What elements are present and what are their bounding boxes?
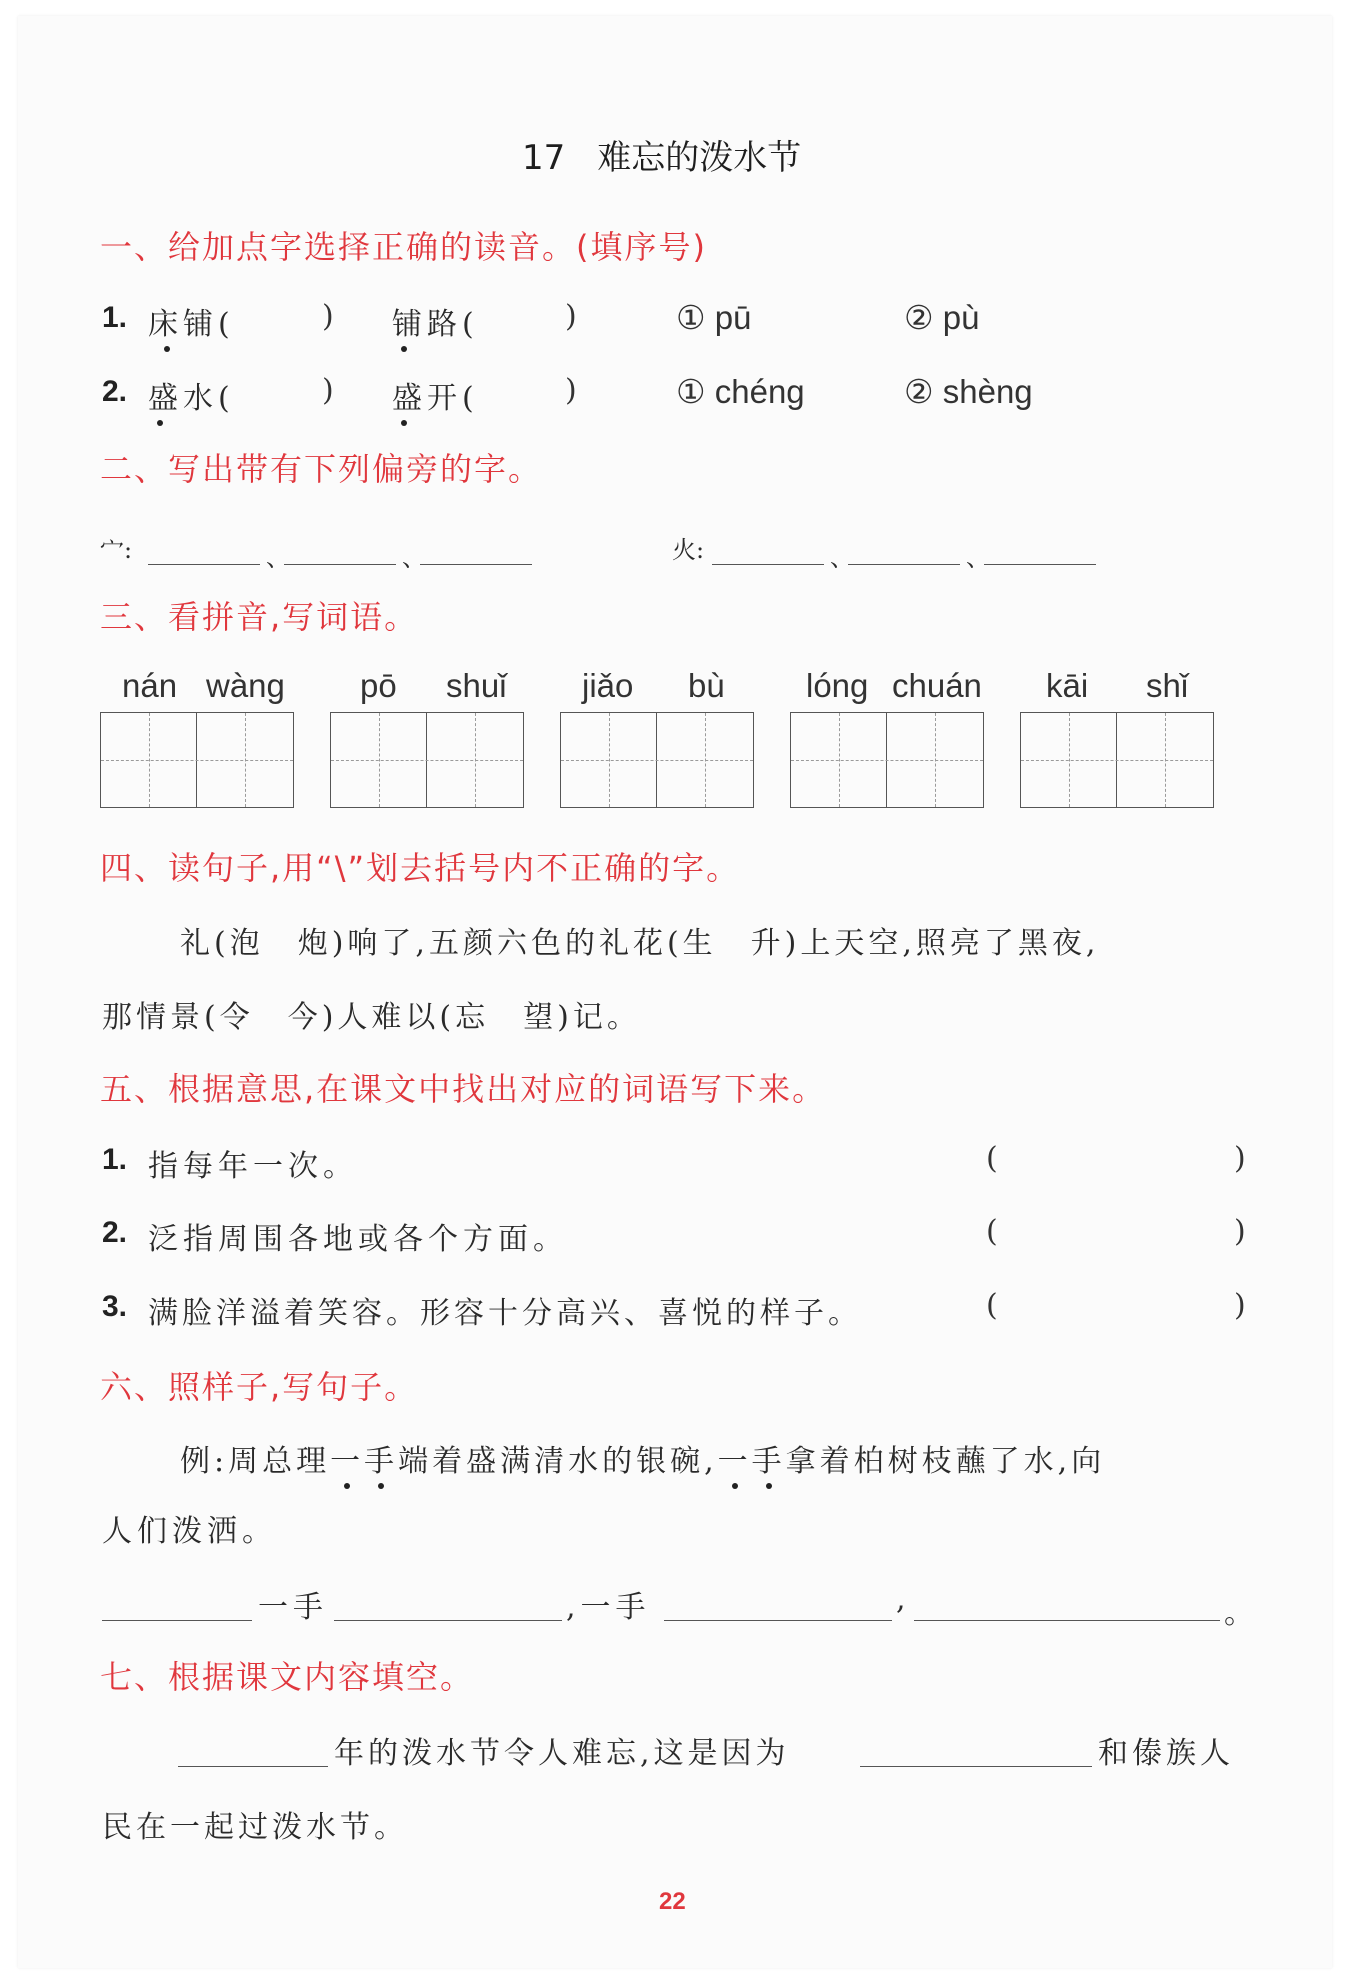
definition-text: 泛指周围各地或各个方面。	[148, 1222, 568, 1257]
item-number: 1.	[102, 1143, 128, 1176]
answer-line[interactable]	[984, 564, 1096, 565]
option-1: ① chéng	[676, 373, 805, 410]
answer-line[interactable]	[860, 1766, 1092, 1767]
definition-text: 指每年一次。	[148, 1149, 358, 1184]
writing-grid[interactable]	[330, 712, 524, 808]
word-shengkai	[392, 373, 479, 417]
paren-close: )	[565, 299, 577, 334]
example-sentence-line-1: 例:周总理一手 端着盛满清水的银碗,一手 拿着柏树枝蘸了水,向	[180, 1436, 1105, 1480]
pinyin: bù	[688, 667, 725, 704]
paren-open: (	[986, 1214, 998, 1249]
word-pulu	[392, 299, 479, 343]
item-number: 3.	[102, 1290, 128, 1323]
page-title	[522, 130, 801, 179]
dotted-word: 一手	[718, 1436, 786, 1480]
fill-word-yishou: 一手	[258, 1590, 328, 1625]
radical-huo: 火:	[672, 536, 705, 564]
section-6-heading: 六、照样子,写句子。	[100, 1368, 419, 1406]
row-number: 1.	[102, 301, 128, 334]
separator: 、	[266, 544, 290, 572]
answer-line[interactable]	[914, 1620, 1220, 1621]
row-number: 2.	[102, 375, 128, 408]
lesson-number: 17	[522, 138, 566, 178]
example-sentence-line-2: 人们泼洒。	[102, 1514, 277, 1549]
fill-sentence-part-2: 和傣族人	[1098, 1736, 1234, 1771]
answer-line[interactable]	[664, 1620, 892, 1621]
option-1: ① pū	[676, 299, 752, 336]
fill-period: 。	[1224, 1596, 1259, 1631]
section-5-heading: 五、根据意思,在课文中找出对应的词语写下来。	[100, 1070, 827, 1108]
separator: 、	[830, 544, 854, 572]
option-2: ② pù	[904, 299, 980, 336]
pinyin: chuán	[892, 667, 982, 704]
sentence-line-2: 那情景(令 今)人难以(忘 望)记。	[102, 1000, 641, 1035]
answer-line[interactable]	[420, 564, 532, 565]
sentence-line-1: 礼(泡 炮)响了,五颜六色的礼花(生 升)上天空,照亮了黑夜,	[180, 926, 1100, 961]
word-part: 床铺(	[148, 299, 235, 343]
pinyin: pō	[360, 667, 397, 704]
word-chuangpu	[148, 299, 235, 343]
writing-grid[interactable]	[100, 712, 294, 808]
pinyin: shǐ	[1146, 667, 1189, 704]
radical-mian: 宀:	[100, 536, 133, 564]
paren-close: )	[1234, 1288, 1246, 1323]
answer-line[interactable]	[102, 1620, 252, 1621]
separator: 、	[402, 544, 426, 572]
fill-sentence-line-2: 民在一起过泼水节。	[102, 1810, 408, 1845]
paren-open: (	[986, 1141, 998, 1176]
separator: 、	[966, 544, 990, 572]
writing-grid[interactable]	[1020, 712, 1214, 808]
paren-close: )	[1234, 1214, 1246, 1249]
lesson-title: 难忘的泼水节	[597, 138, 802, 178]
section-4-heading: 四、读句子,用“\”划去括号内不正确的字。	[100, 849, 741, 887]
paren-close: )	[322, 299, 334, 334]
pinyin: lóng	[806, 667, 869, 704]
word-part: 盛开(	[392, 373, 479, 417]
pinyin: kāi	[1046, 667, 1089, 704]
section-7-heading: 七、根据课文内容填空。	[100, 1658, 475, 1696]
writing-grid[interactable]	[560, 712, 754, 808]
section-2-heading: 二、写出带有下列偏旁的字。	[100, 450, 543, 488]
pinyin: nán	[122, 667, 178, 704]
answer-line[interactable]	[848, 564, 960, 565]
answer-line[interactable]	[148, 564, 260, 565]
definition-text: 满脸洋溢着笑容。形容十分高兴、喜悦的样子。	[148, 1296, 862, 1331]
item-number: 2.	[102, 1216, 128, 1249]
page-number: 22	[659, 1888, 686, 1915]
answer-line[interactable]	[334, 1620, 562, 1621]
word-chengshui	[148, 373, 235, 417]
word-part: 铺路(	[392, 299, 479, 343]
fill-word-yishou-2: ,一手	[566, 1590, 651, 1625]
section-1-heading: 一、给加点字选择正确的读音。(填序号)	[100, 228, 707, 266]
answer-line[interactable]	[284, 564, 396, 565]
paren-close: )	[322, 373, 334, 408]
paren-open: (	[986, 1288, 998, 1323]
pinyin: shuǐ	[446, 667, 507, 704]
pinyin: wàng	[206, 667, 285, 704]
paren-close: )	[1234, 1141, 1246, 1176]
pinyin: jiǎo	[582, 667, 634, 704]
writing-grid[interactable]	[790, 712, 984, 808]
word-part: 盛水(	[148, 373, 235, 417]
dotted-word: 一手	[330, 1436, 398, 1480]
answer-line[interactable]	[178, 1766, 328, 1767]
fill-sentence-part-1: 年的泼水节令人难忘,这是因为	[334, 1736, 790, 1771]
option-2: ② shèng	[904, 373, 1033, 410]
section-3-heading: 三、看拼音,写词语。	[100, 598, 419, 636]
paren-close: )	[565, 373, 577, 408]
answer-line[interactable]	[712, 564, 824, 565]
fill-comma: ,	[896, 1582, 911, 1617]
